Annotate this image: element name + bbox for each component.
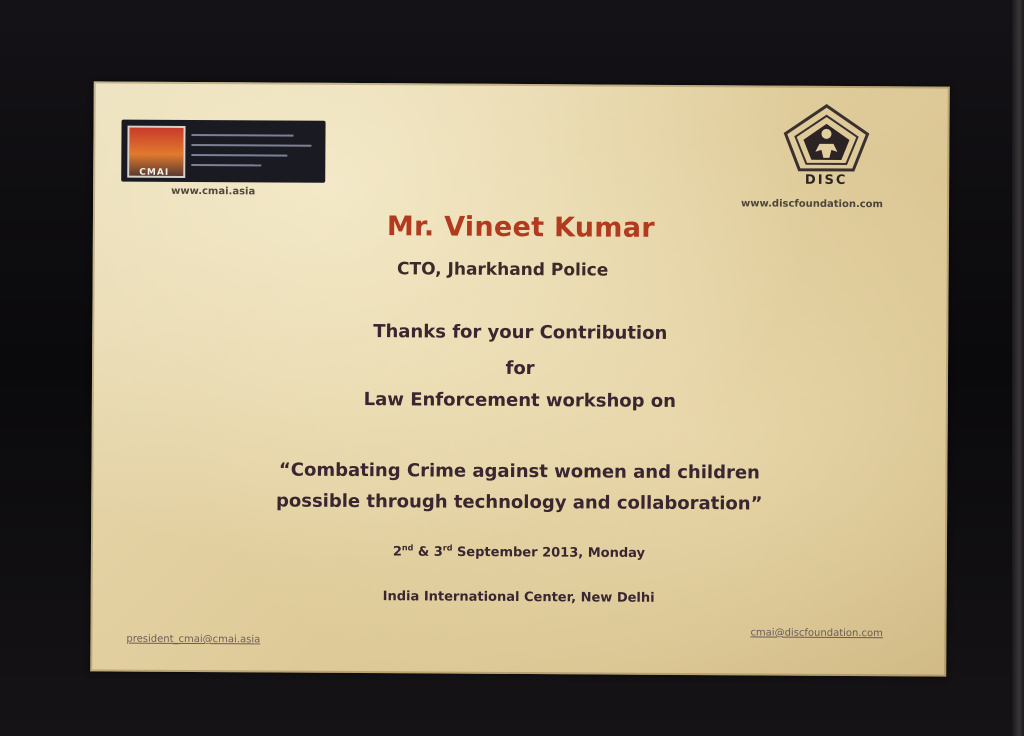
logo-text-line bbox=[191, 164, 261, 166]
frame-edge bbox=[1012, 0, 1024, 736]
date-day2-suffix: rd bbox=[442, 543, 453, 553]
email-left: president_cmai@cmai.asia bbox=[126, 633, 261, 646]
disc-logo bbox=[779, 102, 874, 189]
workshop-line: Law Enforcement workshop on bbox=[363, 389, 677, 412]
date-day1: 2 bbox=[392, 544, 402, 560]
date-day1-suffix: nd bbox=[401, 543, 414, 553]
date-amp: & bbox=[413, 544, 434, 560]
recipient-name: Mr. Vineet Kumar bbox=[386, 211, 656, 244]
logo-text-line bbox=[191, 144, 311, 147]
event-venue: India International Center, New Delhi bbox=[382, 589, 655, 606]
cmai-logo-mark-text: CMAI bbox=[139, 167, 170, 178]
date-rest: September 2013, Monday bbox=[452, 544, 646, 562]
recipient-role: CTO, Jharkhand Police bbox=[396, 259, 609, 281]
disc-logo-label: DISC bbox=[804, 172, 848, 188]
cmai-url: www.cmai.asia bbox=[171, 185, 256, 198]
for-line: for bbox=[505, 357, 535, 380]
thanks-line: Thanks for your Contribution bbox=[373, 321, 668, 344]
workshop-title bbox=[91, 453, 947, 520]
workshop-title-line-2: possible through technology and collaboration” bbox=[275, 490, 763, 515]
logo-text-line bbox=[191, 154, 287, 157]
date-day2: 3 bbox=[433, 544, 443, 560]
award-plaque bbox=[90, 81, 950, 676]
email-right: cmai@discfoundation.com bbox=[750, 627, 883, 640]
logo-text-line bbox=[191, 134, 293, 137]
event-date bbox=[91, 541, 947, 563]
workshop-title-line-1: “Combating Crime against women and children bbox=[278, 459, 760, 484]
disc-url: www.discfoundation.com bbox=[741, 198, 884, 211]
cmai-logo bbox=[121, 120, 325, 183]
